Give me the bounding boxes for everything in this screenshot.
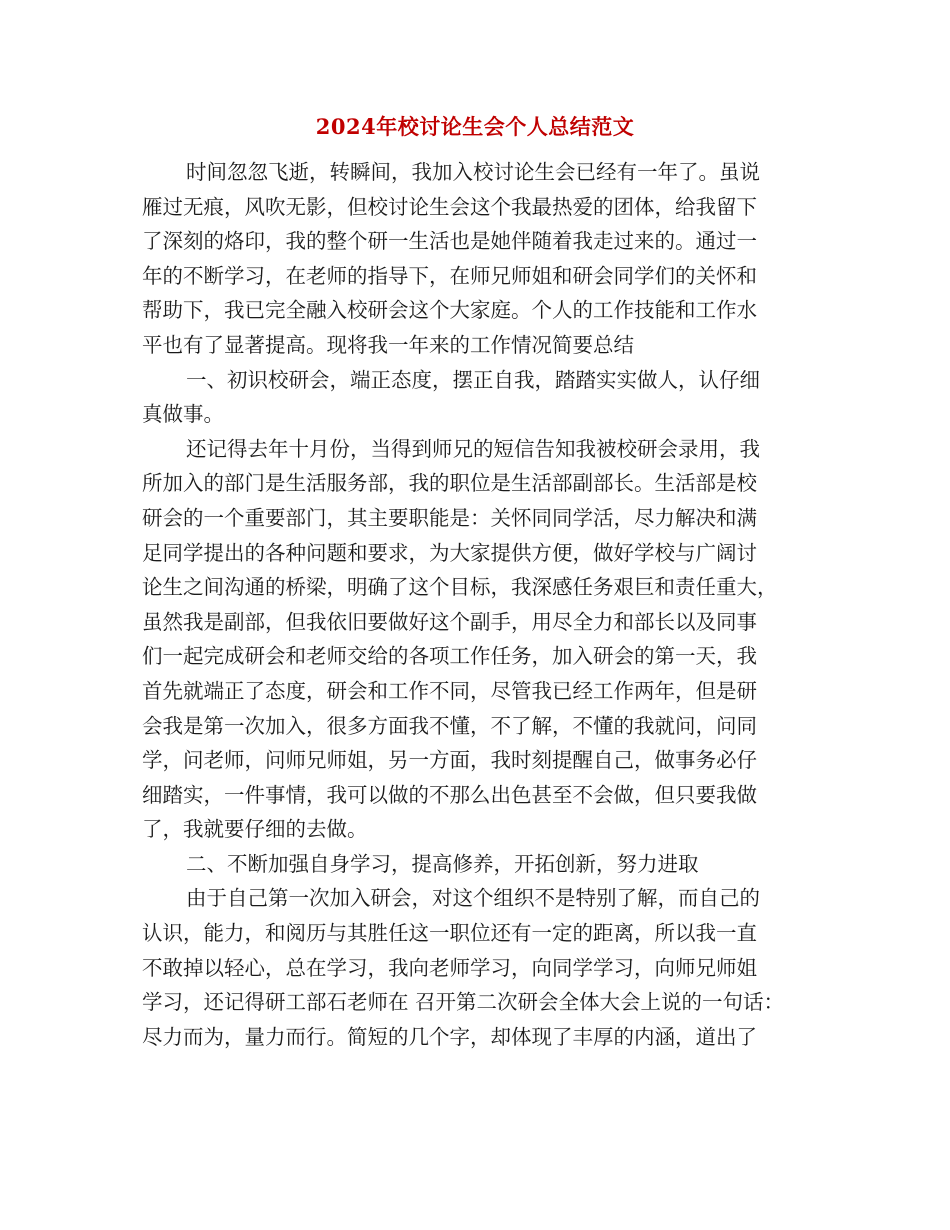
text-line: 认识，能力，和阅历与其胜任这一职位还有一定的距离，所以我一直 <box>142 921 757 946</box>
text-line: 还记得去年十月份，当得到师兄的短信告知我被校研会录用，我 <box>186 436 760 461</box>
text-line: 了，我就要仔细的去做。 <box>142 817 368 842</box>
text-line: 真做事。 <box>142 402 224 427</box>
text-line: 学习，还记得研工部石老师在 召开第二次研会全体大会上说的一句话： <box>142 990 785 1015</box>
text-line: 会我是第一次加入，很多方面我不懂，不了解，不懂的我就问，问同 <box>142 713 757 738</box>
text-line: 年的不断学习，在老师的指导下，在师兄师姐和研会同学们的关怀和 <box>142 263 757 288</box>
text-line: 们一起完成研会和老师交给的各项工作任务，加入研会的第一天，我 <box>142 644 757 669</box>
text-line: 首先就端正了态度，研会和工作不同，尽管我已经工作两年，但是研 <box>142 678 757 703</box>
text-line: 所加入的部门是生活服务部，我的职位是生活部副部长。生活部是校 <box>142 471 757 496</box>
text-line: 由于自己第一次加入研会，对这个组织不是特别了解，而自己的 <box>186 886 760 911</box>
document-body <box>142 155 817 1054</box>
text-line: 学，问老师，问师兄师姐，另一方面，我时刻提醒自己，做事务必仔 <box>142 748 757 773</box>
text-line: 研会的一个重要部门，其主要职能是：关怀同同学活，尽力解决和满 <box>142 505 757 530</box>
text-line: 虽然我是副部，但我依旧要做好这个副手，用尽全力和部长以及同事 <box>142 609 757 634</box>
text-line: 细踏实，一件事情，我可以做的不那么出色甚至不会做，但只要我做 <box>142 782 757 807</box>
text-line: 二、不断加强自身学习，提高修养，开拓创新，努力进取 <box>186 851 699 876</box>
document-title: 2024年校讨论生会个人总结范文 <box>315 114 635 139</box>
text-line: 一、初识校研会，端正态度，摆正自我，踏踏实实做人，认仔细 <box>186 367 760 392</box>
text-line: 时间忽忽飞逝，转瞬间，我加入校讨论生会已经有一年了。虽说 <box>186 160 760 184</box>
text-line: 雁过无痕，风吹无影，但校讨论生会这个我最热爱的团体，给我留下 <box>142 194 757 219</box>
text-line: 不敢掉以轻心，总在学习，我向老师学习，向同学学习，向师兄师姐 <box>142 955 757 980</box>
text-line: 尽力而为，量力而行。简短的几个字，却体现了丰厚的内涵，道出了 <box>142 1024 757 1049</box>
text-line: 帮助下，我已完全融入校研会这个大家庭。个人的工作技能和工作水 <box>142 298 757 323</box>
text-line: 足同学提出的各种问题和要求，为大家提供方便，做好学校与广阔讨 <box>142 540 757 565</box>
text-line: 平也有了显著提高。现将我一年来的工作情况简要总结 <box>142 332 634 357</box>
text-line: 了深刻的烙印，我的整个研一生活也是她伴随着我走过来的。通过一 <box>142 229 757 254</box>
text-line: 论生之间沟通的桥梁，明确了这个目标，我深感任务艰巨和责任重大， <box>142 575 778 600</box>
